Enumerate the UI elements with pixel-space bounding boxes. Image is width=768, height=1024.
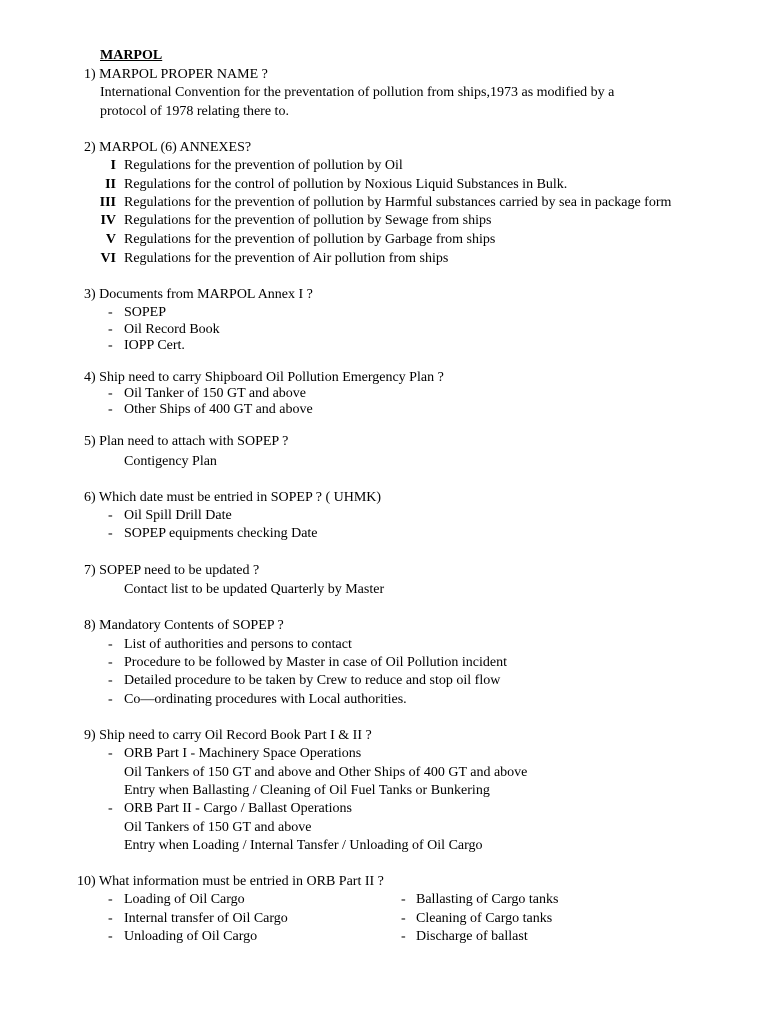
list-item: Oil Tanker of 150 GT and above — [124, 386, 307, 401]
list-item: Oil Record Book — [124, 322, 220, 337]
list-item: Loading of Oil Cargo — [124, 892, 245, 907]
list-item: Oil Spill Drill Date — [124, 508, 232, 523]
page-title: MARPOL — [100, 48, 163, 63]
bullet-dash: - — [401, 911, 406, 926]
bullet-dash: - — [108, 526, 113, 541]
question-2: 2) MARPOL (6) ANNEXES? — [84, 140, 252, 155]
list-item: Cleaning of Cargo tanks — [416, 911, 553, 926]
question-4: 4) Ship need to carry Shipboard Oil Pollution Emergency Plan ? — [84, 370, 444, 385]
list-item: Ballasting of Cargo tanks — [416, 892, 559, 907]
orb-part-2-line-2: Entry when Loading / Internal Tansfer / Unloading of Oil Cargo — [124, 838, 483, 853]
answer-1-line-2: protocol of 1978 relating there to. — [100, 104, 289, 119]
annex-text: Regulations for the prevention of pollution by Garbage from ships — [124, 232, 496, 247]
orb-part-2-line-1: Oil Tankers of 150 GT and above — [124, 820, 312, 835]
bullet-dash: - — [108, 673, 113, 688]
question-3: 3) Documents from MARPOL Annex I ? — [84, 287, 313, 302]
orb-part-2-title: ORB Part II - Cargo / Ballast Operations — [124, 801, 352, 816]
list-item: List of authorities and persons to contact — [124, 637, 352, 652]
list-item: IOPP Cert. — [124, 338, 185, 353]
bullet-dash: - — [108, 322, 113, 337]
list-item: Discharge of ballast — [416, 929, 528, 944]
bullet-dash: - — [108, 637, 113, 652]
annex-text: Regulations for the prevention of pollution by Sewage from ships — [124, 213, 492, 228]
bullet-dash: - — [108, 655, 113, 670]
list-item: Unloading of Oil Cargo — [124, 929, 258, 944]
annex-text: Regulations for the prevention of pollution by Harmful substances carried by sea in package form — [124, 195, 672, 210]
bullet-dash: - — [108, 508, 113, 523]
annex-numeral: V — [105, 232, 116, 247]
bullet-dash: - — [108, 402, 113, 417]
answer-1-line-1: International Convention for the preventation of pollution from ships,1973 as modified by a — [100, 85, 615, 100]
list-item: Procedure to be followed by Master in case of Oil Pollution incident — [124, 655, 507, 670]
question-1: 1) MARPOL PROPER NAME ? — [84, 67, 268, 82]
orb-part-1-line-1: Oil Tankers of 150 GT and above and Other Ships of 400 GT and above — [124, 765, 528, 780]
orb-part-1-title: ORB Part I - Machinery Space Operations — [124, 746, 362, 761]
bullet-dash: - — [401, 929, 406, 944]
annex-numeral: I — [110, 158, 116, 173]
annex-text: Regulations for the prevention of Air pollution from ships — [124, 251, 449, 266]
bullet-dash: - — [108, 692, 113, 707]
annex-text: Regulations for the prevention of pollution by Oil — [124, 158, 403, 173]
bullet-dash: - — [108, 305, 113, 320]
bullet-dash: - — [108, 892, 113, 907]
question-7: 7) SOPEP need to be updated ? — [84, 563, 260, 578]
annex-numeral: II — [105, 177, 116, 192]
list-item: Other Ships of 400 GT and above — [124, 402, 313, 417]
list-item: Co—ordinating procedures with Local authorities. — [124, 692, 407, 707]
list-item: SOPEP — [124, 305, 167, 320]
question-5: 5) Plan need to attach with SOPEP ? — [84, 434, 289, 449]
list-item: SOPEP equipments checking Date — [124, 526, 318, 541]
list-item: Internal transfer of Oil Cargo — [124, 911, 288, 926]
question-9: 9) Ship need to carry Oil Record Book Part I & II ? — [84, 728, 372, 743]
bullet-dash: - — [108, 801, 113, 816]
bullet-dash: - — [108, 338, 113, 353]
answer-5: Contigency Plan — [124, 454, 217, 469]
bullet-dash: - — [108, 929, 113, 944]
question-6: 6) Which date must be entried in SOPEP ? ( UHMK) — [84, 490, 382, 505]
question-8: 8) Mandatory Contents of SOPEP ? — [84, 618, 284, 633]
annex-numeral: VI — [100, 251, 116, 266]
bullet-dash: - — [108, 911, 113, 926]
answer-7: Contact list to be updated Quarterly by Master — [124, 582, 385, 597]
annex-numeral: IV — [100, 213, 116, 228]
bullet-dash: - — [108, 746, 113, 761]
bullet-dash: - — [108, 386, 113, 401]
question-10: 10) What information must be entried in ORB Part II ? — [77, 874, 384, 889]
annex-text: Regulations for the control of pollution by Noxious Liquid Substances in Bulk. — [124, 177, 568, 192]
annex-numeral: III — [99, 195, 116, 210]
list-item: Detailed procedure to be taken by Crew to reduce and stop oil flow — [124, 673, 501, 688]
bullet-dash: - — [401, 892, 406, 907]
orb-part-1-line-2: Entry when Ballasting / Cleaning of Oil Fuel Tanks or Bunkering — [124, 783, 490, 798]
